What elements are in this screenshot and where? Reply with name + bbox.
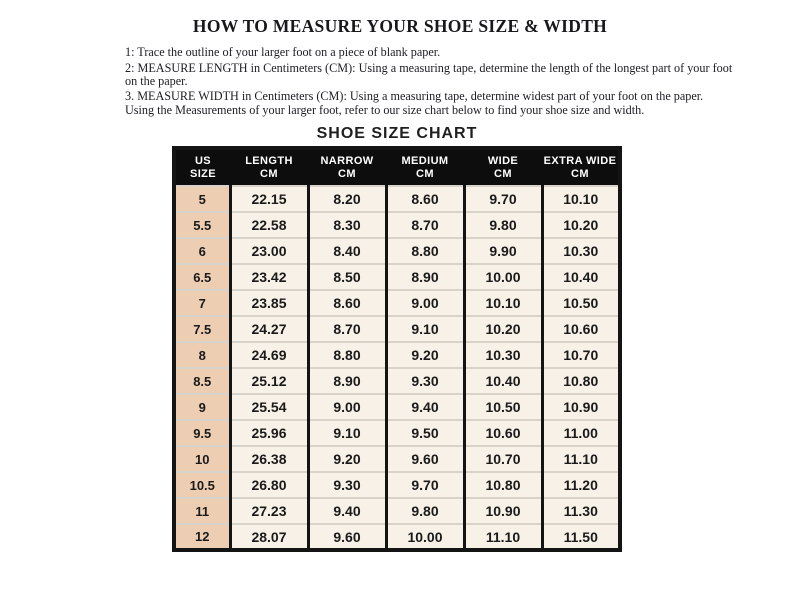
cell-medium-cm: 8.90 [386, 264, 464, 290]
column-header-label: EXTRA WIDE [543, 154, 617, 167]
cell-wide-cm: 10.80 [464, 472, 542, 498]
cell-wide-cm: 10.50 [464, 394, 542, 420]
column-header-label: WIDE [487, 154, 519, 167]
cell-us-size: 10 [174, 446, 230, 472]
column-header [464, 148, 542, 186]
cell-medium-cm: 9.00 [386, 290, 464, 316]
cell-us-size: 5.5 [174, 212, 230, 238]
column-header-label: MEDIUM [401, 154, 449, 167]
column-header [386, 148, 464, 186]
cell-medium-cm: 9.80 [386, 498, 464, 524]
chart-title: SHOE SIZE CHART [316, 125, 478, 142]
cell-medium-cm: 9.50 [386, 420, 464, 446]
column-header [174, 148, 230, 186]
cell-extra-wide-cm: 10.50 [542, 290, 620, 316]
column-header-unit: CM [260, 167, 278, 180]
column-header-unit: CM [571, 167, 589, 180]
cell-us-size: 6.5 [174, 264, 230, 290]
cell-length-cm: 24.27 [230, 316, 308, 342]
table-row [174, 238, 620, 264]
table-row [174, 316, 620, 342]
table-header-row [174, 148, 620, 186]
cell-length-cm: 27.23 [230, 498, 308, 524]
table-row [174, 472, 620, 498]
measuring-instructions [125, 45, 733, 117]
cell-narrow-cm: 8.40 [308, 238, 386, 264]
cell-us-size: 11 [174, 498, 230, 524]
cell-medium-cm: 9.20 [386, 342, 464, 368]
table-row [174, 394, 620, 420]
cell-wide-cm: 10.00 [464, 264, 542, 290]
cell-length-cm: 23.42 [230, 264, 308, 290]
cell-us-size: 6 [174, 238, 230, 264]
column-header-unit: CM [494, 167, 512, 180]
cell-us-size: 7.5 [174, 316, 230, 342]
cell-wide-cm: 10.20 [464, 316, 542, 342]
cell-length-cm: 23.00 [230, 238, 308, 264]
cell-narrow-cm: 9.00 [308, 394, 386, 420]
cell-narrow-cm: 8.70 [308, 316, 386, 342]
cell-medium-cm: 8.80 [386, 238, 464, 264]
cell-us-size: 9 [174, 394, 230, 420]
cell-wide-cm: 9.90 [464, 238, 542, 264]
cell-length-cm: 25.12 [230, 368, 308, 394]
cell-extra-wide-cm: 10.20 [542, 212, 620, 238]
cell-extra-wide-cm: 10.60 [542, 316, 620, 342]
cell-wide-cm: 9.70 [464, 186, 542, 212]
cell-narrow-cm: 9.20 [308, 446, 386, 472]
cell-wide-cm: 10.10 [464, 290, 542, 316]
cell-extra-wide-cm: 10.40 [542, 264, 620, 290]
cell-medium-cm: 10.00 [386, 524, 464, 550]
column-header-unit: SIZE [189, 167, 217, 180]
table-row [174, 290, 620, 316]
shoe-size-chart [172, 146, 622, 552]
table-row [174, 420, 620, 446]
cell-extra-wide-cm: 11.50 [542, 524, 620, 550]
instruction-line: 1: Trace the outline of your larger foot on a piece of blank paper. [125, 45, 441, 59]
cell-narrow-cm: 8.80 [308, 342, 386, 368]
cell-extra-wide-cm: 10.10 [542, 186, 620, 212]
column-header-label: US [194, 154, 212, 167]
table-row [174, 342, 620, 368]
column-header [308, 148, 386, 186]
cell-us-size: 5 [174, 186, 230, 212]
table-row [174, 186, 620, 212]
cell-length-cm: 25.54 [230, 394, 308, 420]
table-row [174, 264, 620, 290]
cell-narrow-cm: 9.30 [308, 472, 386, 498]
cell-length-cm: 26.38 [230, 446, 308, 472]
cell-narrow-cm: 8.90 [308, 368, 386, 394]
page-title: HOW TO MEASURE YOUR SHOE SIZE & WIDTH [192, 16, 608, 36]
cell-extra-wide-cm: 10.70 [542, 342, 620, 368]
instruction-line: Using the Measurements of your larger foot, refer to our size chart below to find your shoe size and width. [125, 103, 645, 117]
instruction-line: on the paper. [125, 73, 188, 88]
cell-us-size: 8.5 [174, 368, 230, 394]
cell-length-cm: 25.96 [230, 420, 308, 446]
cell-wide-cm: 10.90 [464, 498, 542, 524]
cell-wide-cm: 11.10 [464, 524, 542, 550]
cell-medium-cm: 9.70 [386, 472, 464, 498]
cell-length-cm: 28.07 [230, 524, 308, 550]
cell-medium-cm: 9.60 [386, 446, 464, 472]
cell-length-cm: 23.85 [230, 290, 308, 316]
cell-narrow-cm: 8.60 [308, 290, 386, 316]
cell-narrow-cm: 9.60 [308, 524, 386, 550]
column-header-unit: CM [416, 167, 434, 180]
cell-wide-cm: 10.40 [464, 368, 542, 394]
cell-narrow-cm: 8.30 [308, 212, 386, 238]
table-row [174, 498, 620, 524]
cell-us-size: 10.5 [174, 472, 230, 498]
table-row [174, 524, 620, 550]
cell-wide-cm: 10.30 [464, 342, 542, 368]
cell-medium-cm: 8.60 [386, 186, 464, 212]
column-header [542, 148, 620, 186]
column-header [230, 148, 308, 186]
cell-length-cm: 26.80 [230, 472, 308, 498]
cell-length-cm: 22.15 [230, 186, 308, 212]
cell-medium-cm: 8.70 [386, 212, 464, 238]
cell-medium-cm: 9.30 [386, 368, 464, 394]
instruction-line: 2: MEASURE LENGTH in Centimeters (CM): Using a measuring tape, determine the length of the longest part of your foot [125, 60, 733, 75]
cell-us-size: 7 [174, 290, 230, 316]
cell-extra-wide-cm: 10.80 [542, 368, 620, 394]
cell-wide-cm: 9.80 [464, 212, 542, 238]
cell-us-size: 12 [174, 524, 230, 550]
cell-length-cm: 22.58 [230, 212, 308, 238]
size-table [172, 146, 622, 552]
table-row [174, 212, 620, 238]
cell-medium-cm: 9.40 [386, 394, 464, 420]
cell-extra-wide-cm: 11.00 [542, 420, 620, 446]
table-row [174, 446, 620, 472]
cell-extra-wide-cm: 10.30 [542, 238, 620, 264]
cell-extra-wide-cm: 11.10 [542, 446, 620, 472]
cell-us-size: 8 [174, 342, 230, 368]
instruction-line: 3. MEASURE WIDTH in Centimeters (CM): Using a measuring tape, determine widest part of your foot on the paper. [125, 89, 704, 103]
table-row [174, 368, 620, 394]
column-header-label: LENGTH [245, 154, 293, 167]
cell-narrow-cm: 9.40 [308, 498, 386, 524]
cell-narrow-cm: 8.50 [308, 264, 386, 290]
cell-narrow-cm: 9.10 [308, 420, 386, 446]
cell-medium-cm: 9.10 [386, 316, 464, 342]
cell-extra-wide-cm: 11.30 [542, 498, 620, 524]
cell-extra-wide-cm: 11.20 [542, 472, 620, 498]
cell-us-size: 9.5 [174, 420, 230, 446]
cell-length-cm: 24.69 [230, 342, 308, 368]
cell-extra-wide-cm: 10.90 [542, 394, 620, 420]
column-header-unit: CM [338, 167, 356, 180]
column-header-label: NARROW [320, 154, 374, 167]
cell-wide-cm: 10.70 [464, 446, 542, 472]
cell-wide-cm: 10.60 [464, 420, 542, 446]
cell-narrow-cm: 8.20 [308, 186, 386, 212]
